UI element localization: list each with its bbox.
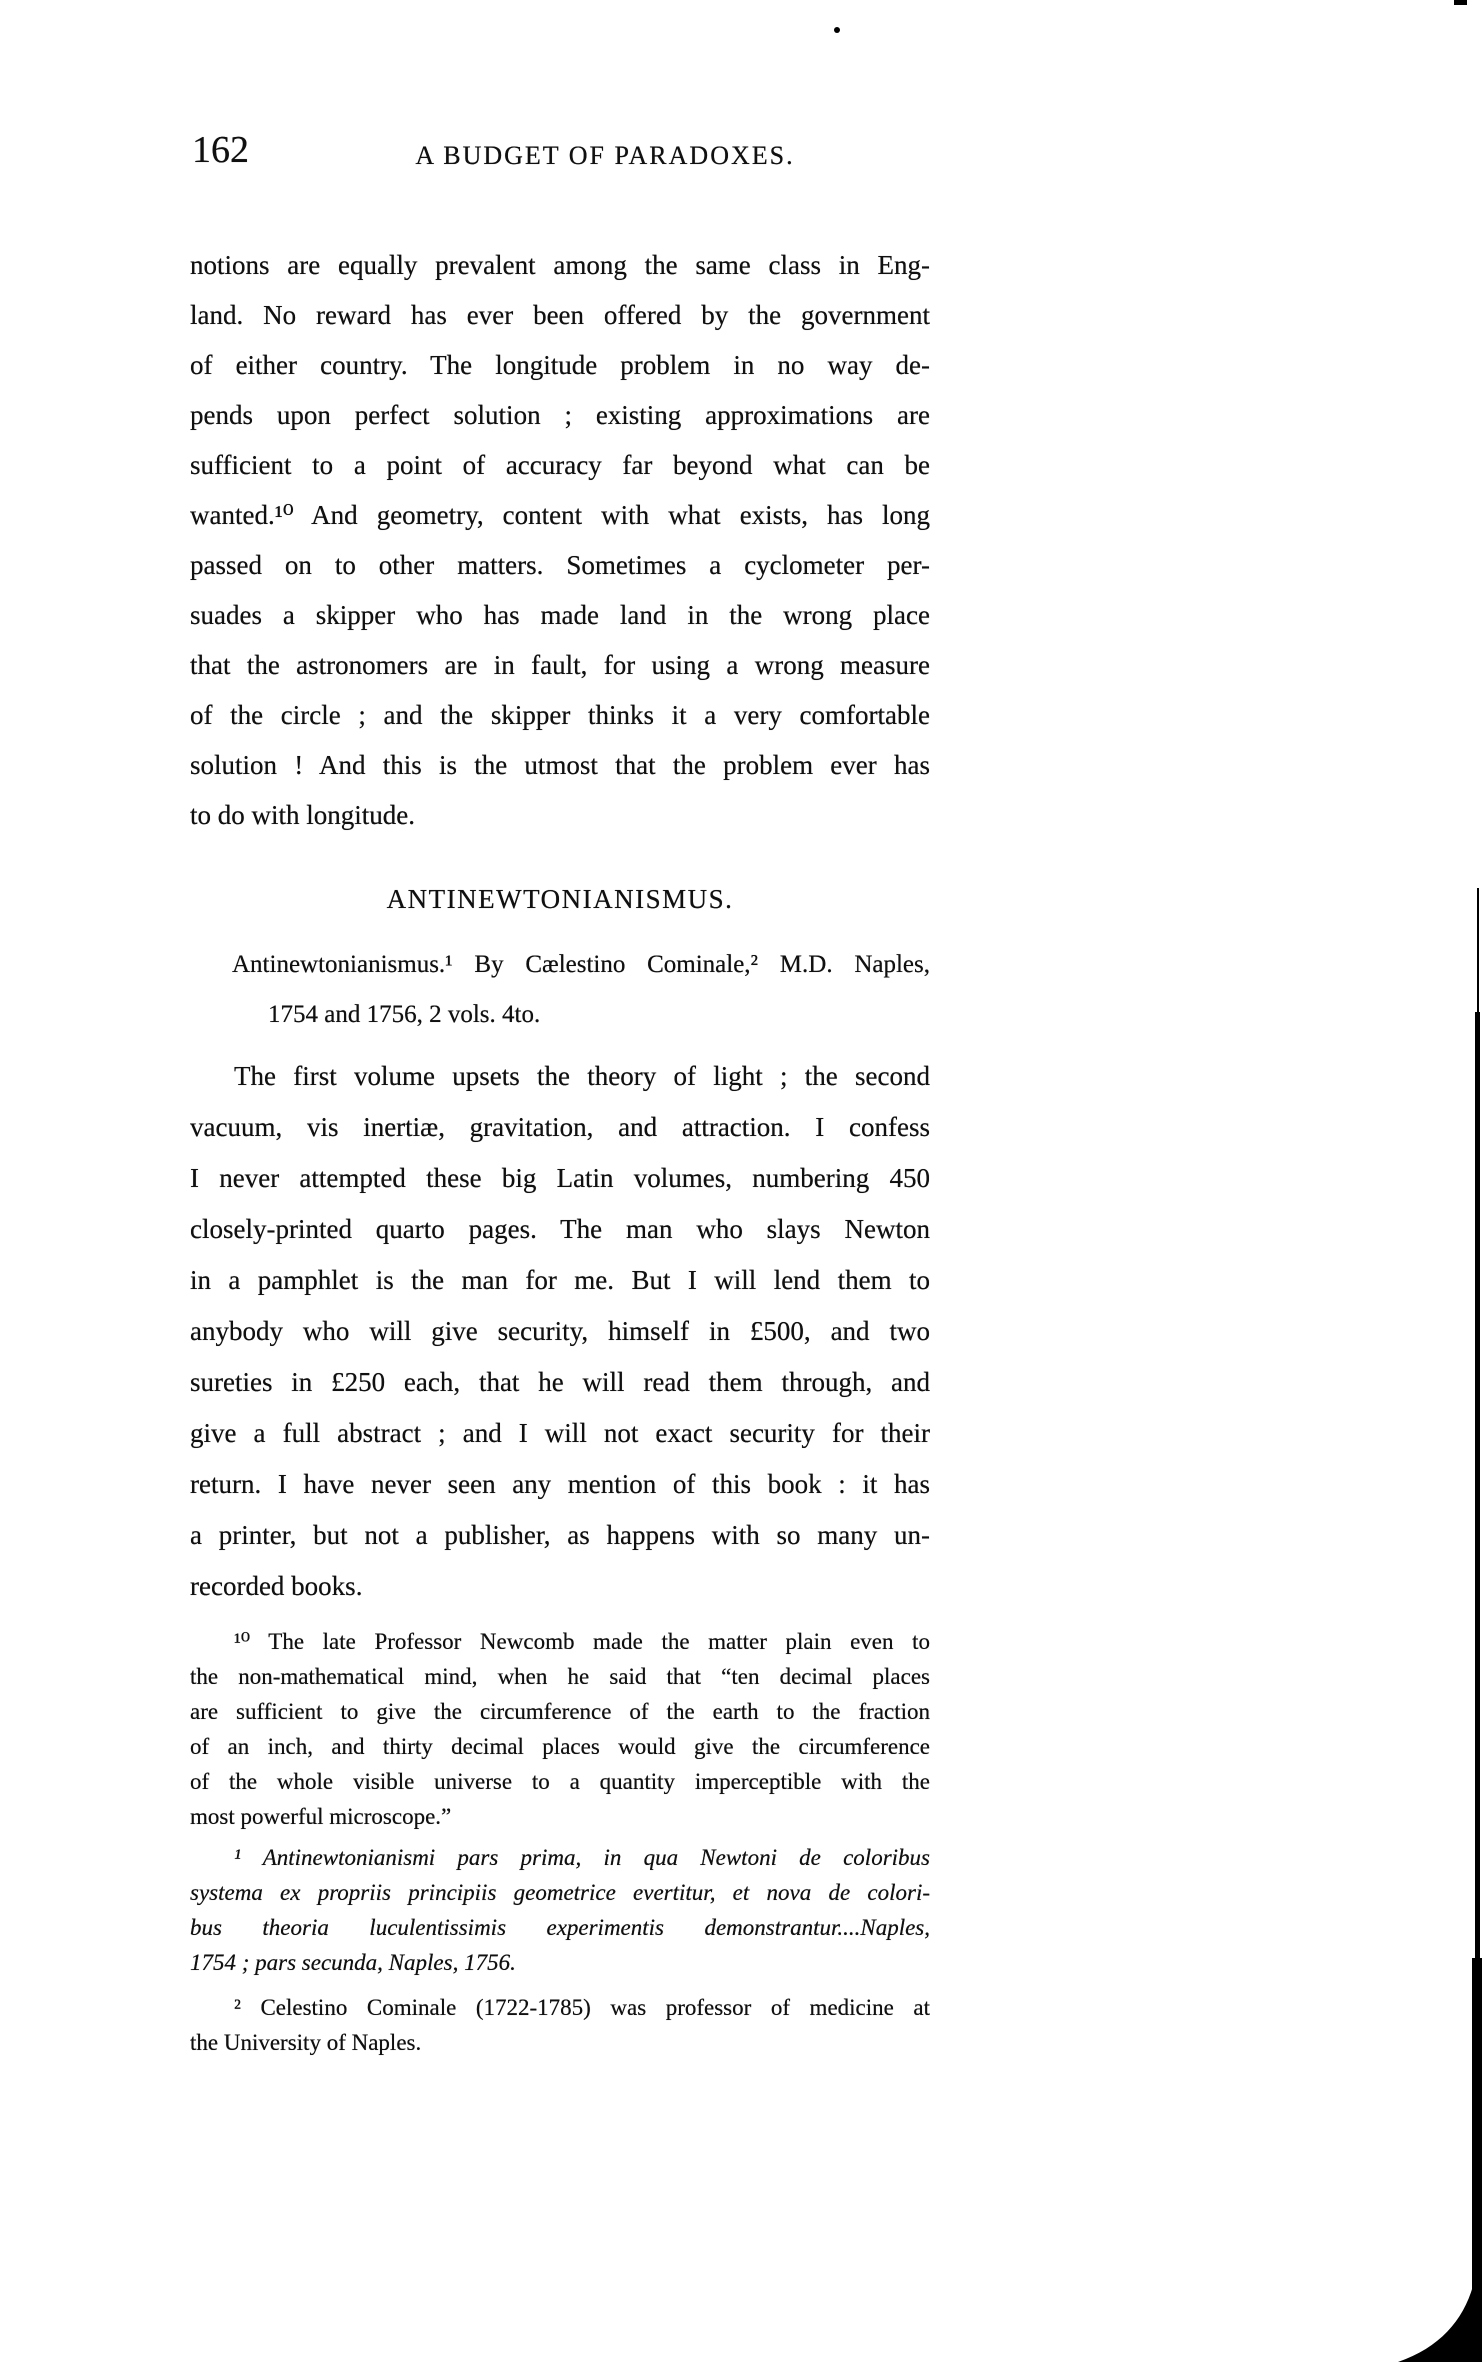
text-line: sufficient to a point of accuracy far beyond what can be: [190, 450, 930, 480]
text-line: give a full abstract ; and I will not exact security for their: [190, 1418, 930, 1448]
page-edge-shadow-mid: [1475, 1012, 1480, 1962]
text-line: to do with longitude.: [190, 800, 415, 830]
text-line: the non-mathematical mind, when he said that “ten decimal places: [190, 1664, 930, 1689]
text-line: 1754 and 1756, 2 vols. 4to.: [268, 1001, 541, 1028]
text-line: of the whole visible universe to a quantity imperceptible with the: [190, 1769, 930, 1794]
text-line: notions are equally prevalent among the same class in Eng-: [190, 250, 930, 280]
text-line: systema ex propriis principiis geometrice evertitur, et nova de colori-: [190, 1880, 930, 1905]
text-line: passed on to other matters. Sometimes a cyclometer per-: [190, 550, 930, 580]
text-line: closely-printed quarto pages. The man who slays Newton: [190, 1214, 930, 1244]
page-curl-shadow: [1398, 2258, 1482, 2362]
text-line: Antinewtonianismus.¹ By Cælestino Cominale,² M.D. Naples,: [232, 951, 930, 978]
text-line: that the astronomers are in fault, for using a wrong measure: [190, 650, 930, 680]
bibliographic-entry: [190, 940, 930, 1040]
text-line: of either country. The longitude problem in no way de-: [190, 350, 930, 380]
footnote-10: [190, 1624, 930, 1834]
text-line: I never attempted these big Latin volumes, numbering 450: [190, 1163, 930, 1193]
text-line: suades a skipper who has made land in the wrong place: [190, 600, 930, 630]
text-line: bus theoria luculentissimis experimentis demonstrantur....Naples,: [190, 1915, 930, 1940]
paragraph-review: [190, 1051, 930, 1612]
ink-speck: [834, 27, 840, 33]
scan-corner-mark: [1454, 0, 1467, 5]
text-line: pends upon perfect solution ; existing approximations are: [190, 400, 930, 430]
text-line: anybody who will give security, himself in £500, and two: [190, 1316, 930, 1346]
paragraph-longitude: [190, 240, 930, 840]
text-line: solution ! And this is the utmost that the problem ever has: [190, 750, 930, 780]
section-heading: ANTINEWTONIANISMUS.: [386, 884, 734, 914]
text-line: of the circle ; and the skipper thinks it a very comfortable: [190, 700, 930, 730]
text-line: of an inch, and thirty decimal places would give the circumference: [190, 1734, 930, 1759]
running-title: A BUDGET OF PARADOXES.: [415, 141, 795, 170]
footnote-2: [190, 1990, 930, 2060]
text-line: The first volume upsets the theory of light ; the second: [234, 1061, 930, 1091]
text-line: in a pamphlet is the man for me. But I will lend them to: [190, 1265, 930, 1295]
page-edge-shadow-thin: [1477, 888, 1479, 1014]
text-line: 1754 ; pars secunda, Naples, 1756.: [190, 1950, 516, 1975]
page-number: 162: [192, 129, 249, 171]
text-line: ¹ Antinewtonianismi pars prima, in qua Newtoni de coloribus: [234, 1845, 930, 1870]
text-line: a printer, but not a publisher, as happens with so many un-: [190, 1520, 930, 1550]
text-line: ¹⁰ The late Professor Newcomb made the matter plain even to: [234, 1629, 930, 1654]
text-line: most powerful microscope.”: [190, 1804, 452, 1829]
text-line: sureties in £250 each, that he will read them through, and: [190, 1367, 930, 1397]
text-line: land. No reward has ever been offered by the government: [190, 300, 930, 330]
text-line: the University of Naples.: [190, 2030, 422, 2055]
text-line: wanted.¹⁰ And geometry, content with what exists, has long: [190, 500, 930, 530]
text-line: recorded books.: [190, 1571, 363, 1601]
footnote-1: [190, 1840, 930, 1980]
text-line: vacuum, vis inertiæ, gravitation, and attraction. I confess: [190, 1112, 930, 1142]
text-line: ² Celestino Cominale (1722-1785) was professor of medicine at: [234, 1995, 930, 2020]
text-line: return. I have never seen any mention of this book : it has: [190, 1469, 930, 1499]
text-line: are sufficient to give the circumference of the earth to the fraction: [190, 1699, 930, 1724]
